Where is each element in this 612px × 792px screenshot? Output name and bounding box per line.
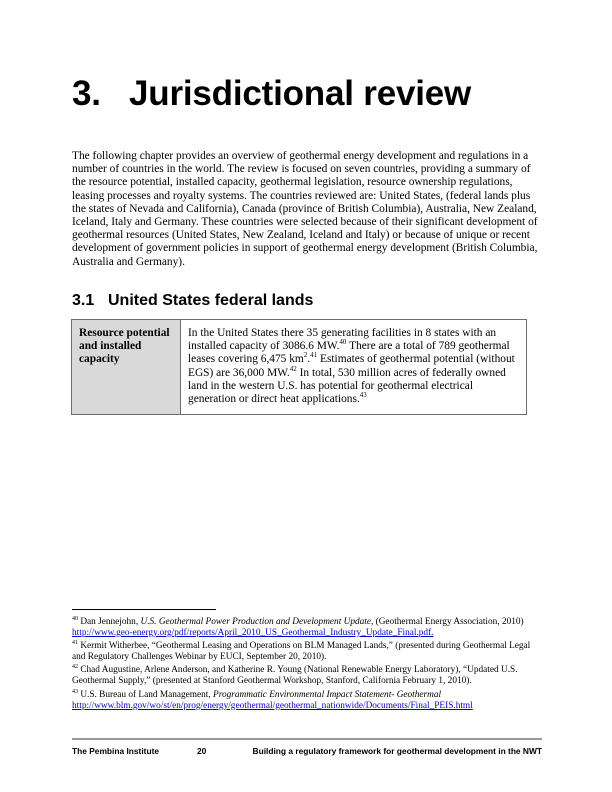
- footnote-reference[interactable]: 42: [289, 364, 297, 373]
- footnote-link[interactable]: http://www.blm.gov/wo/st/en/prog/energy/geothermal/geothermal_nationwide/Documents/Final_PEIS.html: [72, 700, 473, 711]
- footnote-reference[interactable]: 41: [310, 351, 318, 360]
- table-text: .: [307, 353, 311, 366]
- footnote-link[interactable]: http://www.geo-energy.org/pdf/reports/April_2010_US_Geothermal_Industry_Update_Final.pdf.: [72, 628, 434, 639]
- footnote-separator: [72, 609, 216, 610]
- footer-organization: The Pembina Institute: [72, 746, 160, 756]
- footnote: [72, 665, 542, 687]
- superscript: 2: [303, 351, 308, 360]
- chapter-title: Jurisdictional review: [129, 74, 472, 113]
- table-text: Estimates of geothermal potential (without EGS) are 36,000 MW.: [188, 353, 515, 379]
- footnote-text: U.S. Bureau of Land Management,: [78, 689, 214, 700]
- footnotes: [72, 617, 542, 714]
- footer-document-title: Building a regulatory framework for geothermal development in the NWT: [252, 746, 542, 756]
- section-title: United States federal lands: [108, 292, 314, 309]
- footnote: [72, 617, 542, 639]
- footnote-text: Chad Augustine, Arlene Anderson, and Katherine R. Young (National Renewable Energy Laboratory), “Updated U.S. Geothermal Supply,” (presented at Stanford Geothermal Workshop, Stanford, California February 1, 2010).: [72, 665, 518, 687]
- intro-paragraph: The following chapter provides an overview of geothermal energy development and regulations in a number of countries in the world. The review is focused on seven countries, providing a summary of the resource potential, installed capacity, geothermal legislation, resource ownership regulations, leasing processes and royalty systems. The countries reviewed are: United States, (federal lands plus the states of Nevada and California), Canada (province of British Columbia), Australia, New Zealand, Iceland, Italy and Germany. These countries were selected because of their significant development of geothermal resources (United States, New Zealand, Iceland and Italy) or because of unique or recent development of government policies in support of geothermal energy development (British Columbia, Australia and Germany).: [72, 150, 538, 268]
- footnote-text: Kermit Witherbee, “Geothermal Leasing and Operations on BLM Managed Lands,” (presented during Geothermal Legal and Regulatory Challenges Webinar by EUCI, September 20, 2010).: [72, 641, 531, 663]
- footnote-reference[interactable]: 43: [359, 391, 367, 400]
- section-heading: [72, 292, 313, 310]
- footnote: [72, 690, 542, 712]
- table-row-content: [181, 320, 527, 415]
- footnote-number: 43: [72, 688, 78, 695]
- resource-table: [71, 319, 527, 415]
- table-text: In the United States there 35 generating facilities in 8 states with an installed capacity of 3086.6 MW.: [188, 327, 497, 353]
- footnote-reference[interactable]: 40: [339, 338, 347, 347]
- footnote-number: 40: [72, 615, 78, 622]
- table-row: [72, 320, 527, 415]
- footnote-text: (Geothermal Energy Association, 2010): [373, 617, 524, 627]
- table-row-label: Resource potential and installed capacity: [72, 320, 181, 415]
- footnote-text: Dan Jennejohn,: [78, 617, 141, 627]
- footnote-title: Programmatic Environmental Impact Statement- Geothermal: [213, 689, 442, 700]
- footnote-title: U.S. Geothermal Power Production and Development Update,: [140, 617, 374, 627]
- chapter-number: 3.: [72, 74, 101, 113]
- chapter-heading: [72, 74, 471, 114]
- table-text: In total, 530 million acres of federally owned land in the western U.S. has potential for geothermal electrical generation or direct heat applications.: [188, 366, 506, 406]
- footnote-number: 41: [72, 640, 78, 647]
- footnote: [72, 641, 542, 663]
- section-number: 3.1: [72, 292, 95, 309]
- footnote-number: 42: [72, 664, 78, 671]
- footer-divider: [72, 738, 542, 740]
- page-number: 20: [197, 746, 207, 756]
- table-text: There are a total of 789 geothermal leases covering 6,475 km: [188, 340, 510, 366]
